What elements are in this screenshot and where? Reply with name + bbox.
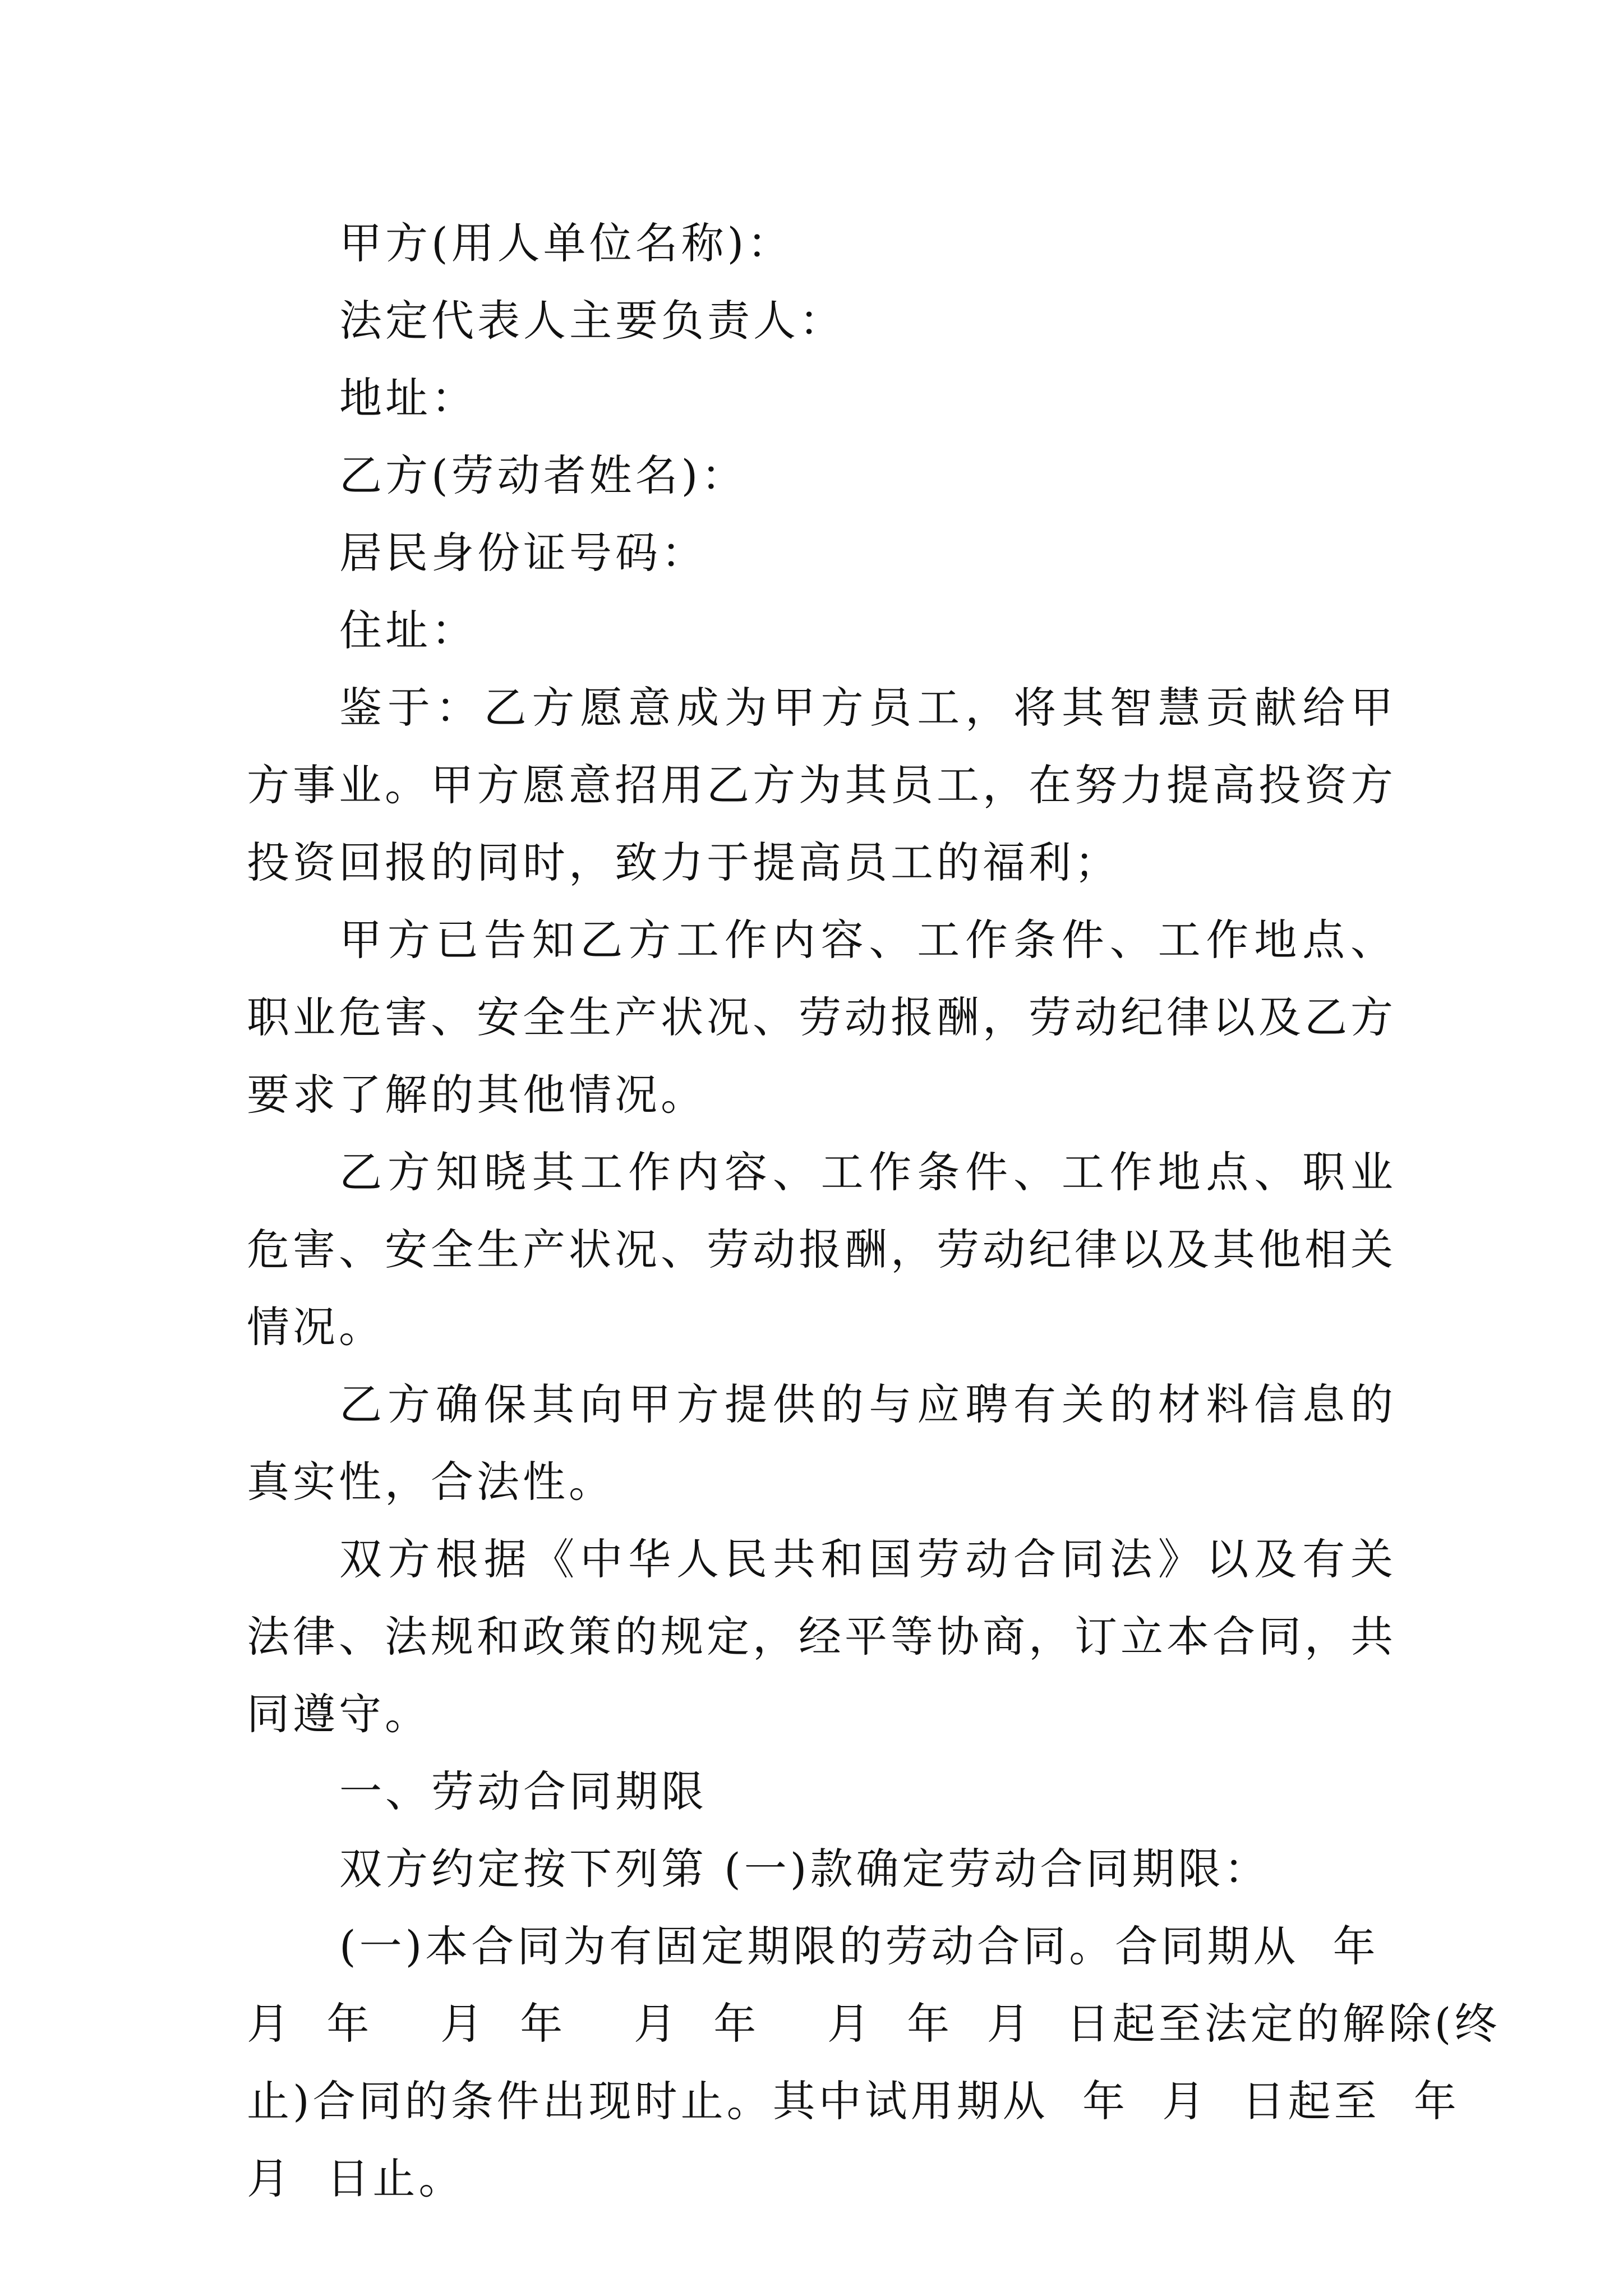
contract-body (247, 205, 1501, 2217)
fixed-term-line-2: 月 年 月 年 月 年 月 年 月 日起至法定的解除(终 (247, 1999, 1501, 2049)
party-a-name-line: 甲方(用人单位名称)： (339, 218, 794, 268)
fixed-term-clause (247, 1908, 1501, 2217)
legal-basis-paragraph: 双方根据《中华人民共和国劳动合同法》以及有关法律、法规和政策的规定，经平等协商，订立本合同，共同遵守。 (247, 1534, 1396, 1739)
id-number-line: 居民身份证号码： (339, 528, 707, 578)
recital-paragraph: 鉴于：乙方愿意成为甲方员工，将其智慧贡献给甲方事业。甲方愿意招用乙方为其员工，在努力提高投资方投资回报的同时，致力于提高员工的福利； (247, 683, 1396, 887)
legal-representative-line: 法定代表人主要负责人： (339, 296, 845, 346)
fixed-term-line-1: (一)本合同为有固定期限的劳动合同。合同期从 年 (339, 1921, 1379, 1971)
section-heading: 一、劳动合同期限 (339, 1766, 707, 1816)
employee-acknowledgement-paragraph: 乙方知晓其工作内容、工作条件、工作地点、职业危害、安全生产状况、劳动报酬，劳动纪律以及其他相关情况。 (247, 1147, 1396, 1352)
authenticity-paragraph: 乙方确保其向甲方提供的与应聘有关的材料信息的真实性，合法性。 (247, 1379, 1396, 1507)
term-agreement-line: 双方约定按下列第 (一)款确定劳动合同期限： (339, 1844, 1270, 1894)
party-b-address-line: 住址： (339, 605, 477, 655)
party-b-name-line: 乙方(劳动者姓名)： (339, 450, 748, 500)
party-a-address-line: 地址： (339, 373, 477, 423)
fixed-term-line-3: 止)合同的条件出现时止。其中试用期从 年 月 日起至 年 (247, 2076, 1460, 2126)
fixed-term-line-4: 月 日止。 (247, 2154, 465, 2203)
employer-disclosure-paragraph: 甲方已告知乙方工作内容、工作条件、工作地点、职业危害、安全生产状况、劳动报酬，劳动纪律以及乙方要求了解的其他情况。 (247, 915, 1396, 1120)
